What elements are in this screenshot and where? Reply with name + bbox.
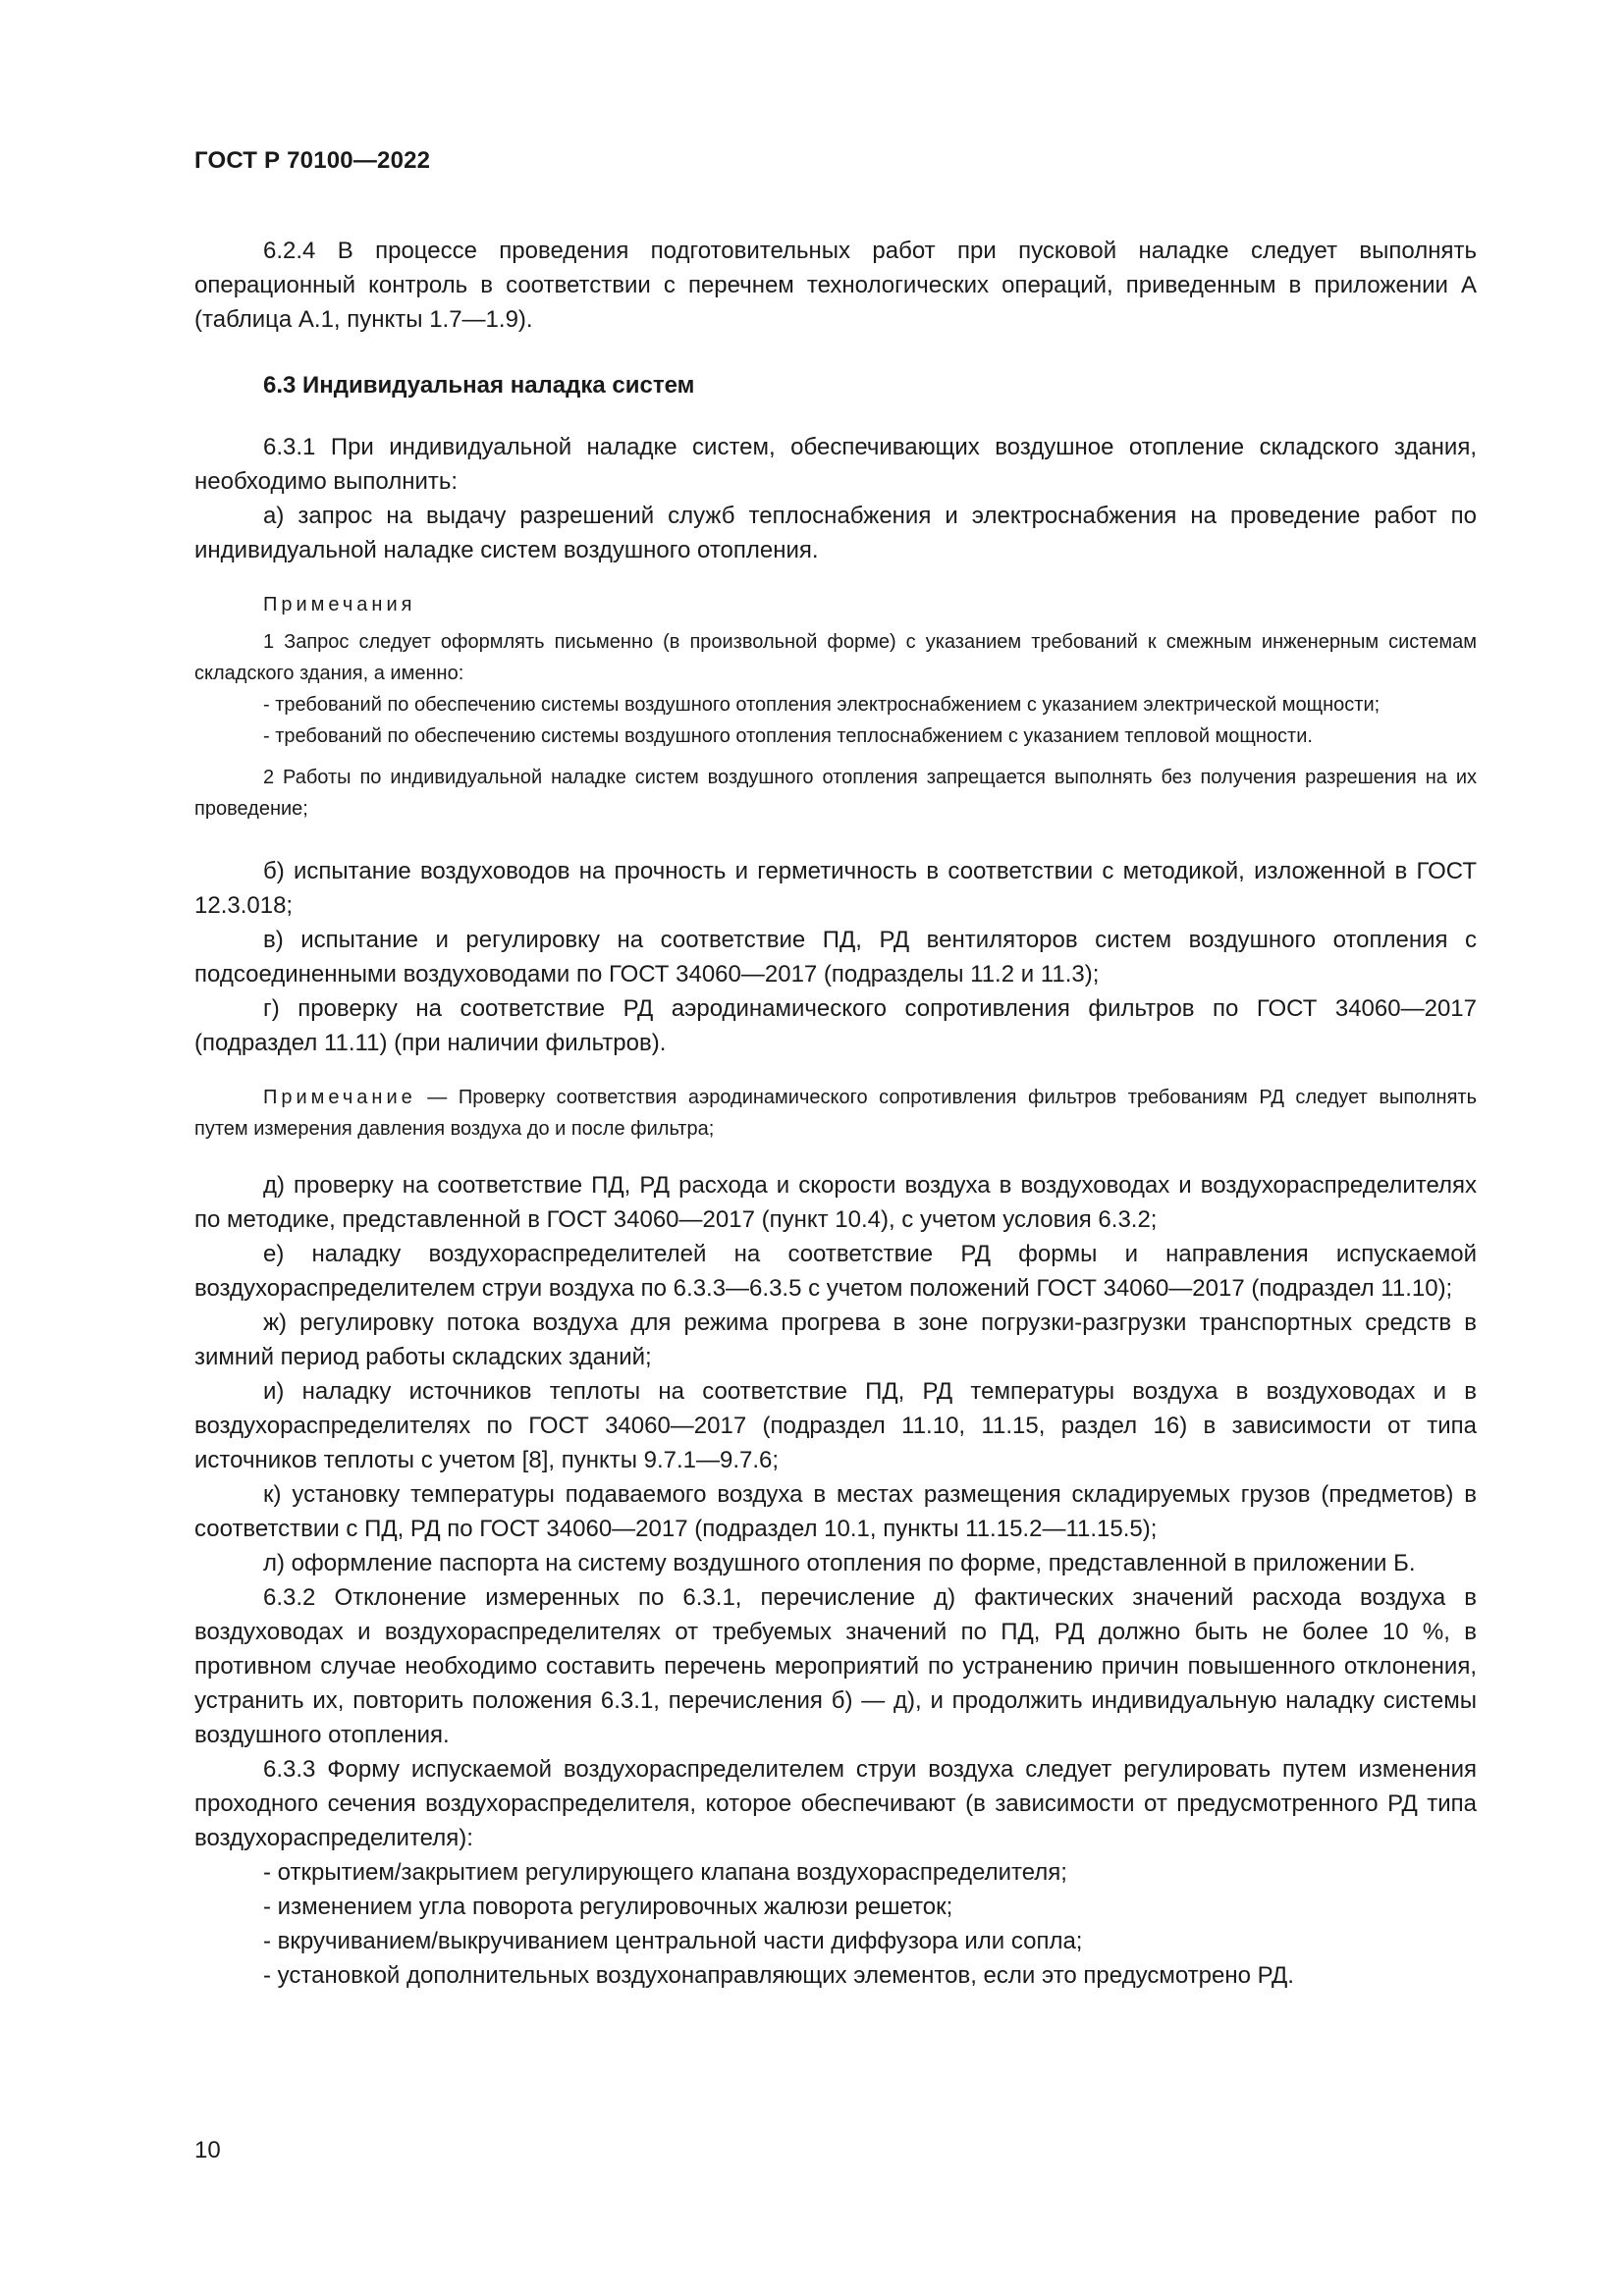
bullet-6-3-3-2: - изменением угла поворота регулировочных жалюзи решеток; <box>263 1894 953 1920</box>
list-item-g: г) проверку на соответствие РД аэродинамического сопротивления фильтров по ГОСТ 34060—2017 (подраздел 11.11) (при наличии фильтров). <box>194 995 1477 1056</box>
note-single <box>194 1082 1477 1145</box>
notes-block-2 <box>194 1082 1477 1145</box>
document-page <box>194 147 1477 1993</box>
bullet-6-3-3-4: - установкой дополнительных воздухонаправляющих элементов, если это предусмотрено РД. <box>263 1962 1294 1989</box>
paragraph-6-3-1: 6.3.1 При индивидуальной наладке систем, обеспечивающих воздушное отопление складского здания, необходимо выполнить: <box>194 434 1477 495</box>
note-1-bullet-2: - требований по обеспечению системы воздушного отопления теплоснабжением с указанием тепловой мощности. <box>263 725 1313 747</box>
note-label: Примечание <box>263 1087 416 1108</box>
paragraph-6-2-4: 6.2.4 В процессе проведения подготовительных работ при пусковой наладке следует выполнять операционный контроль в соответствии с перечнем технологических операций, приведенным в приложении А (таблица А.1, пункты 1.7—1.9). <box>194 238 1477 333</box>
body-text-list <box>194 854 1477 1060</box>
list-item-a: а) запрос на выдачу разрешений служб теплоснабжения и электроснабжения на проведение работ по индивидуальной наладке систем воздушного отопления. <box>194 503 1477 563</box>
list-item-b: б) испытание воздуховодов на прочность и герметичность в соответствии с методикой, изложенной в ГОСТ 12.3.018; <box>194 858 1477 919</box>
list-item-zh: ж) регулировку потока воздуха для режима прогрева в зоне погрузки-разгрузки транспортных средств в зимний период работы складских зданий; <box>194 1309 1477 1370</box>
notes-title: Примечания <box>263 594 416 615</box>
list-item-l: л) оформление паспорта на систему воздушного отопления по форме, представленной в приложении Б. <box>263 1550 1416 1576</box>
bullet-6-3-3-3: - вкручиванием/выкручиванием центральной части диффузора или сопла; <box>263 1928 1083 1954</box>
list-item-e: е) наладку воздухораспределителей на соответствие РД формы и направления испускаемой воздухораспределителем струи воздуха по 6.3.3—6.3.5 с учетом положений ГОСТ 34060—2017 (подраздел 11.10); <box>194 1241 1477 1302</box>
paragraph-6-3-2: 6.3.2 Отклонение измеренных по 6.3.1, перечисление д) фактических значений расхода воздуха в воздуховодах и воздухораспределителях от требуемых значений по ПД, РД должно быть не более 10 %, в противном случае необходимо составить перечень мероприятий по устранению причин повышенного отклонения, устранить их, повторить положения 6.3.1, перечисления б) — д), и продолжить индивидуальную наладку системы воздушного отопления. <box>194 1584 1477 1748</box>
list-item-d: д) проверку на соответствие ПД, РД расхода и скорости воздуха в воздуховодах и воздухораспределителях по методике, представленной в ГОСТ 34060—2017 (пункт 10.4), с учетом условия 6.3.2; <box>194 1172 1477 1233</box>
paragraph-6-3-3: 6.3.3 Форму испускаемой воздухораспределителем струи воздуха следует регулировать путем изменения проходного сечения воздухораспределителя, которое обеспечивают (в зависимости от предусмотренного РД типа воздухораспределителя): <box>194 1756 1477 1851</box>
notes-block-1 <box>194 589 1477 825</box>
list-item-k: к) установку температуры подаваемого воздуха в местах размещения складируемых грузов (предметов) в соответствии с ПД, РД по ГОСТ 34060—2017 (подраздел 10.1, пункты 11.15.2—11.15.5); <box>194 1481 1477 1542</box>
note-2: 2 Работы по индивидуальной наладке систем воздушного отопления запрещается выполнять без получения разрешения на их проведение; <box>194 767 1477 820</box>
note-1: 1 Запрос следует оформлять письменно (в произвольной форме) с указанием требований к смежным инженерным системам складского здания, а именно: <box>194 631 1477 684</box>
body-text <box>194 234 1477 567</box>
section-heading-6-3: 6.3 Индивидуальная наладка систем <box>263 372 695 399</box>
list-item-i: и) наладку источников теплоты на соответствие ПД, РД температуры воздуха в воздуховодах и в воздухораспределителях по ГОСТ 34060—2017 (подраздел 11.10, 11.15, раздел 16) в зависимости от типа источников теплоты с учетом [8], пункты 9.7.1—9.7.6; <box>194 1378 1477 1473</box>
note-text: — Проверку соответствия аэродинамического сопротивления фильтров требованиям РД следует выполнять путем измерения давления воздуха до и после фильтра; <box>194 1087 1477 1140</box>
page-number: 10 <box>194 2137 221 2163</box>
list-item-v: в) испытание и регулировку на соответствие ПД, РД вентиляторов систем воздушного отопления с подсоединенными воздуховодами по ГОСТ 34060—2017 (подразделы 11.2 и 11.3); <box>194 927 1477 988</box>
document-header: ГОСТ Р 70100—2022 <box>194 147 431 174</box>
body-text-list-2 <box>194 1168 1477 1993</box>
bullet-6-3-3-1: - открытием/закрытием регулирующего клапана воздухораспределителя; <box>263 1859 1067 1886</box>
note-1-bullet-1: - требований по обеспечению системы воздушного отопления электроснабжением с указанием электрической мощности; <box>263 694 1380 716</box>
